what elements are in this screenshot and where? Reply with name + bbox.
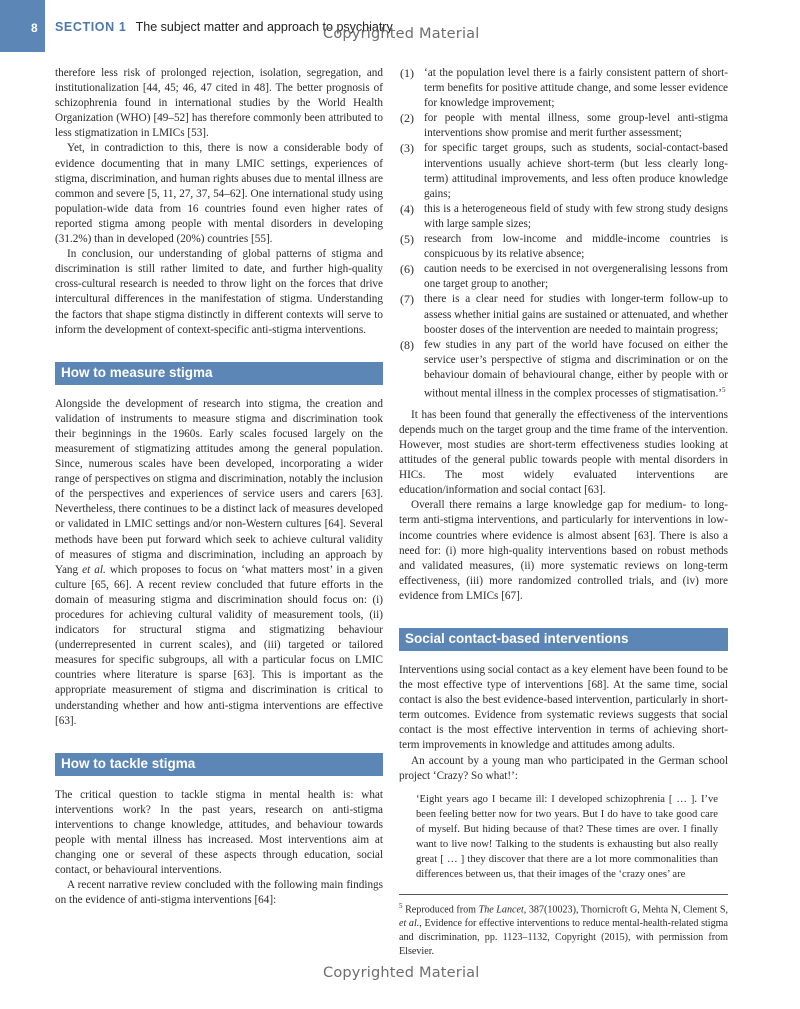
footnote-divider bbox=[399, 894, 728, 895]
body-paragraph: In conclusion, our understanding of global patterns of stigma and discrimination is still rather limited to date, and further high-quality cross-cultural research is needed to throw light on the forces that drive intercultural differences in the manifestation of stigma. Understanding the factors that shape stigma distinctly in different contexts will serve to inform the development of context-specific anti-stigma interventions. bbox=[55, 248, 383, 336]
text-run: , 387(10023), Thornicroft G, Mehta N, Clement S, bbox=[523, 904, 728, 916]
body-paragraph: Interventions using social contact as a key element have been found to be the most effective type of interventions [68]. At the same time, social contact is also the best evidence-based intervention, particularly in short-term outcomes. Evidence from systematic reviews suggests that social contact is the most effective intervention in terms of achieving short-term improvements in knowledge and attitudes among adults. bbox=[399, 664, 728, 752]
section-title: The subject matter and approach to psychiatry bbox=[135, 20, 393, 34]
list-text: for people with mental illness, some group-level anti-stigma interventions show promise and merit further assessment; bbox=[424, 112, 728, 140]
list-number: (4) bbox=[400, 201, 414, 216]
text-run: Reproduced from bbox=[402, 904, 479, 916]
text-run: which proposes to focus on ‘what matters most’ in a given culture [65, 66]. A recent review concluded that future efforts in the domain of measuring stigma and discrimination should focus on: (i) procedures for achieving cultural validity of measurement tools, (ii) indicators for structural stigma and stigmatizing behaviour (underrepresented in current scales), and (iii) targeted or tailored measures for specific subgroups, all with a particular focus on LMIC countries where literature is sparse [63]. This is important as the appropriate measurement of stigma and discrimination is critical to understanding whether and how anti-stigma interventions are effective [63]. bbox=[55, 563, 384, 727]
list-text: caution needs to be exercised in not overgeneralising lessons from one target group to another; bbox=[424, 263, 728, 291]
footnote bbox=[399, 899, 728, 959]
list-text: few studies in any part of the world have focused on either the service user’s perspective of stigma and discrimination or on the behaviour domain of behavioural change, either by people with or without mental illness in the complex processes of stigmatisation.’ bbox=[424, 338, 728, 400]
list-text: there is a clear need for studies with longer-term follow-up to assess whether initial gains are sustained or attenuated, and whether booster doses of the intervention are needed to maintain progress; bbox=[424, 293, 728, 336]
list-item bbox=[399, 292, 728, 337]
footnote-marker: 5 bbox=[399, 901, 403, 910]
list-number: (6) bbox=[400, 262, 414, 277]
journal-title: The Lancet bbox=[478, 904, 524, 916]
footnote-ref: 5 bbox=[721, 385, 726, 394]
list-number: (3) bbox=[400, 141, 414, 156]
page-number: 8 bbox=[31, 21, 38, 35]
section-label: SECTION 1 bbox=[55, 20, 127, 34]
findings-list bbox=[399, 66, 728, 402]
body-paragraph: A recent narrative review concluded with the following main findings on the evidence of anti-stigma interventions [64]: bbox=[55, 879, 383, 907]
list-text: research from low-income and middle-income countries is conspicuous by its relative absence; bbox=[424, 233, 728, 261]
list-number: (7) bbox=[400, 292, 414, 307]
left-column bbox=[55, 66, 383, 909]
body-paragraph: The critical question to tackle stigma in mental health is: what interventions work? In the past years, research on anti-stigma interventions to change knowledge, attitudes, and behaviour towards people with mental illness has increased. Most interventions aim at changing one or several of these aspects through education, social contact, or behavioural interventions. bbox=[55, 788, 383, 877]
list-number: (8) bbox=[400, 337, 414, 352]
list-item bbox=[399, 262, 728, 292]
list-item bbox=[399, 232, 728, 262]
list-text: this is a heterogeneous field of study with few strong study designs with large sample sizes; bbox=[424, 202, 728, 230]
section-heading-social-contact bbox=[399, 628, 728, 651]
list-item bbox=[399, 202, 728, 232]
watermark-top: Copyrighted Material bbox=[323, 26, 480, 42]
body-paragraph: An account by a young man who participated in the German school project ‘Crazy? So what!’: bbox=[399, 754, 728, 782]
list-number: (1) bbox=[400, 66, 414, 80]
text-run: Alongside the development of research into stigma, the creation and validation of instruments to measure stigma and discrimination took their beginnings in the 1960s. Early scales focused largely on the measurement of stigmatizing attitudes among the general population. Since, numerous scales have been developed, incorporating a wider range of perspectives on stigma and discrimination, notably the inclusion of the perspectives and experiences of service users and carers [63]. Nevertheless, there continues to be a distinct lack of measures developed or validated in LMIC settings and/or non-Western cultures [64]. Several methods have been put forward which seek to achieve cultural validity of measures of stigma and discrimination, including an approach by Yang bbox=[55, 397, 383, 576]
list-number: (5) bbox=[400, 232, 414, 247]
body-paragraph: Yet, in contradiction to this, there is now a considerable body of evidence documenting that in many LMIC settings, experiences of stigma, discrimination, and human rights abuses due to mental illness are common and severe [5, 11, 27, 37, 54–62]. One international study using population-wide data from 16 countries found even higher rates of reported stigma among people with mental disorders in developing (31.2%) than in developed (20%) countries [55]. bbox=[55, 142, 383, 246]
list-item bbox=[399, 66, 728, 111]
heading-text: How to measure stigma bbox=[61, 364, 213, 380]
list-item bbox=[399, 338, 728, 402]
section-tab-notch bbox=[0, 44, 38, 52]
heading-text: Social contact-based interventions bbox=[405, 631, 629, 647]
section-heading-measure bbox=[55, 362, 383, 385]
text-run-italic: et al. bbox=[82, 563, 106, 576]
body-paragraph: therefore less risk of prolonged rejection, isolation, segregation, and institutionalization [44, 45; 46, 47 cited in 48]. The better prognosis of schizophrenia found in international studies by the World Health Organization (WHO) [49–52] has therefore commonly been attributed to less stigmatization in LMICs [53]. bbox=[55, 67, 383, 140]
list-item bbox=[399, 111, 728, 141]
section-heading-tackle bbox=[55, 753, 383, 776]
list-number: (2) bbox=[400, 111, 414, 126]
list-item bbox=[399, 141, 728, 201]
body-paragraph: Overall there remains a large knowledge gap for medium- to long-term anti-stigma interventions, and particularly for interventions in low-income countries where evidence is almost absent [63]. There is also a need for: (i) more high-quality interventions based on robust methods and validated measures, (ii) more systematic reviews on long-term effectiveness, (iii) more randomized controlled trials, and (iv) more evidence from LMICs [67]. bbox=[399, 499, 728, 602]
list-text: for specific target groups, such as students, social-contact-based interventions usually achieve short-term (but less clearly long-term) attitudinal improvements, and less often produce knowledge gains; bbox=[424, 142, 728, 200]
text-run-italic: et al. bbox=[399, 918, 420, 930]
text-run: , Evidence for effective interventions to reduce mental-health-related stigma and discrimination, pp. 1123–1132, Copyright (2015), with permission from Elsevier. bbox=[399, 918, 728, 958]
block-quote: ‘Eight years ago I became ill: I developed schizophrenia [ … ]. I’ve been feeling better now for two years. But I do have to take good care of myself. But hiding because of that? These times are over. I finally want to live now! Talking to the students is exhausting but also really great [ … ] they discover that there are a lot more commonalities than differences between us, that their images of the ‘crazy ones’ are bbox=[416, 793, 718, 880]
list-text: ‘at the population level there is a fairly consistent pattern of short-term benefits for positive attitude change, and some lesser evidence for knowledge improvement; bbox=[424, 67, 728, 110]
watermark-bottom: Copyrighted Material bbox=[323, 965, 480, 981]
right-column bbox=[399, 66, 728, 959]
body-paragraph: It has been found that generally the effectiveness of the interventions depends much on the target group and the time frame of the intervention. However, most studies are short-term effectiveness studies looking at attitudes of the general public towards people with mental disorders in HICs. The most widely evaluated interventions are education/information and social contact [63]. bbox=[399, 408, 728, 497]
heading-text: How to tackle stigma bbox=[61, 755, 196, 771]
body-paragraph bbox=[55, 397, 383, 729]
